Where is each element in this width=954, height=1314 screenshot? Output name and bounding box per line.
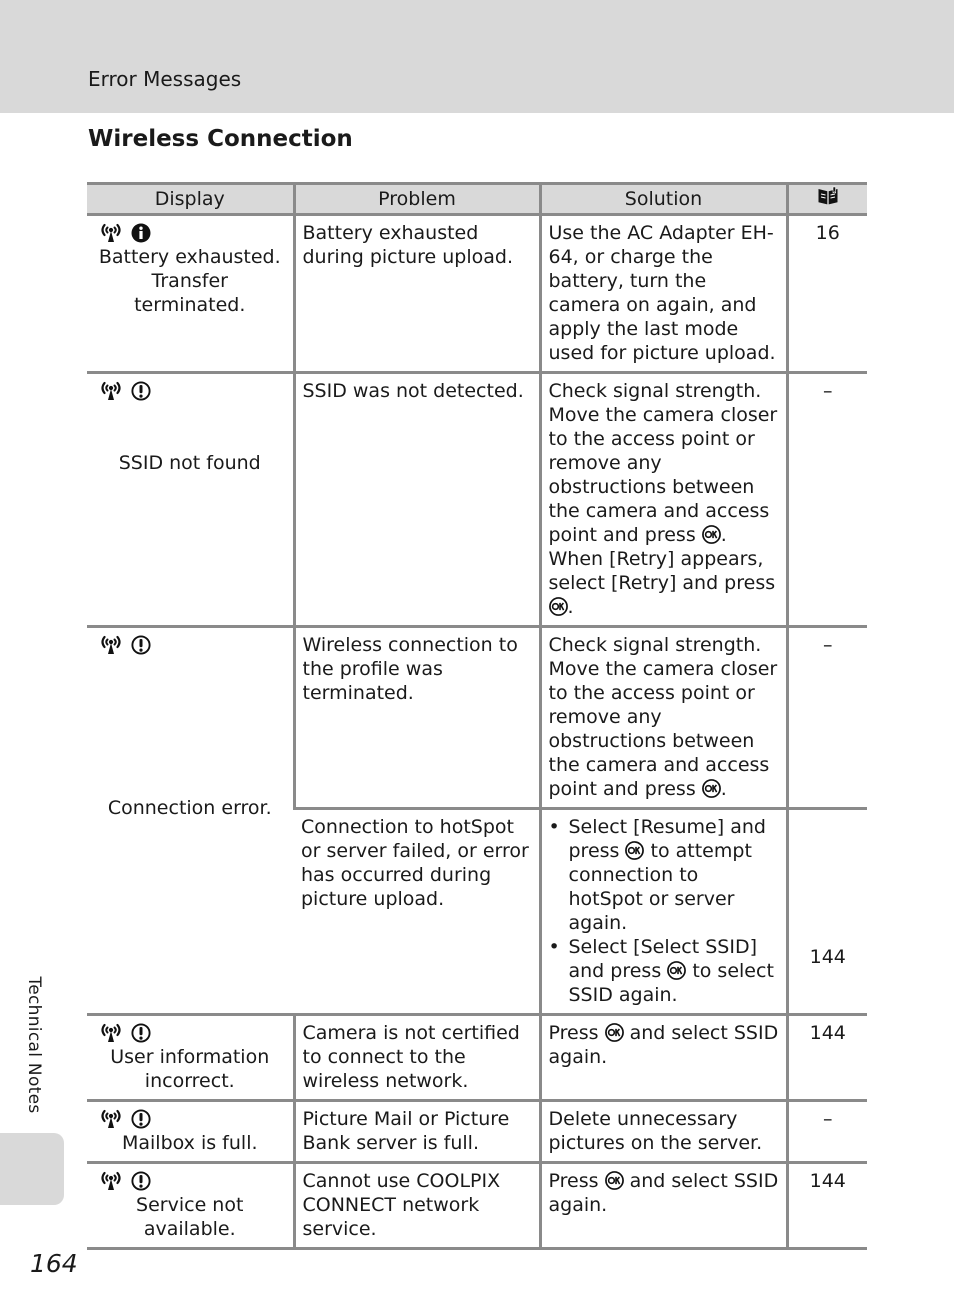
column-header-solution: Solution bbox=[540, 184, 787, 215]
warning-icon bbox=[131, 1171, 151, 1191]
solution-text: Press bbox=[548, 1022, 605, 1044]
ok-button-icon bbox=[702, 525, 721, 544]
column-header-problem: Problem bbox=[294, 184, 540, 215]
header-band bbox=[0, 0, 954, 113]
display-icons bbox=[94, 1107, 286, 1131]
display-icons bbox=[94, 379, 286, 403]
problem-cell: Wireless connection to the profile was terminated. bbox=[294, 627, 540, 809]
display-message: Mailbox is full. bbox=[121, 1132, 258, 1154]
running-header: Error Messages bbox=[88, 67, 242, 91]
table-row bbox=[87, 1015, 867, 1101]
table-row bbox=[87, 373, 867, 627]
page-reference: 144 bbox=[787, 1163, 867, 1249]
problem-cell: Cannot use COOLPIX CONNECT network service. bbox=[294, 1163, 540, 1249]
display-message: Connection error. bbox=[107, 797, 272, 819]
display-icons bbox=[94, 221, 286, 245]
page-reference: – bbox=[787, 1101, 867, 1163]
page-reference: 144 bbox=[787, 1015, 867, 1101]
display-cell bbox=[87, 627, 294, 1015]
column-header-display: Display bbox=[87, 184, 294, 215]
solution-cell bbox=[540, 627, 787, 809]
error-messages-table bbox=[87, 182, 867, 1250]
wireless-icon bbox=[100, 1171, 122, 1191]
section-title: Wireless Connection bbox=[88, 126, 353, 152]
table-row bbox=[87, 215, 867, 373]
solution-text: to select SSID again. bbox=[568, 960, 774, 1006]
display-message: Battery exhausted. Transfer terminated. bbox=[98, 246, 281, 316]
page-reference: 144 bbox=[787, 809, 867, 1015]
ok-button-icon bbox=[605, 1171, 624, 1190]
solution-text: to attempt connection to hotSpot or server again. bbox=[568, 840, 752, 934]
solution-cell bbox=[540, 373, 787, 627]
solution-text: Select [Select SSID] and press bbox=[568, 936, 757, 982]
display-cell bbox=[87, 1015, 294, 1101]
table-row bbox=[87, 627, 867, 809]
list-item bbox=[549, 815, 779, 935]
book-reference-icon bbox=[817, 186, 839, 206]
solution-text: . bbox=[720, 778, 727, 800]
solution-text: Check signal strength. Move the camera closer to the access point or remove any obstructions between the camera and access point and press bbox=[548, 634, 778, 800]
wireless-icon bbox=[100, 381, 122, 401]
warning-icon bbox=[131, 1109, 151, 1129]
problem-cell: Connection to hotSpot or server failed, or error has occurred during picture upload. bbox=[294, 809, 540, 1015]
ok-button-icon bbox=[549, 597, 568, 616]
display-cell bbox=[87, 215, 294, 373]
page-number: 164 bbox=[30, 1249, 78, 1278]
solution-text: . bbox=[567, 596, 574, 618]
solution-cell: Use the AC Adapter EH-64, or charge the battery, turn the camera on again, and apply the last mode used for picture upload. bbox=[540, 215, 787, 373]
ok-button-icon bbox=[702, 779, 721, 798]
chapter-tab bbox=[0, 1133, 64, 1205]
wireless-icon bbox=[100, 1023, 122, 1043]
wireless-icon bbox=[100, 1109, 122, 1129]
table-row bbox=[87, 1101, 867, 1163]
solution-cell bbox=[540, 809, 787, 1015]
display-cell bbox=[87, 1101, 294, 1163]
display-icons bbox=[94, 1169, 286, 1193]
warning-icon bbox=[131, 635, 151, 655]
column-header-page-ref bbox=[787, 184, 867, 215]
info-icon bbox=[131, 223, 151, 243]
display-icons bbox=[94, 633, 286, 657]
solution-cell bbox=[540, 1015, 787, 1101]
display-cell bbox=[87, 1163, 294, 1249]
display-cell bbox=[87, 373, 294, 627]
solution-text: and select SSID again. bbox=[548, 1022, 779, 1068]
problem-cell: Camera is not certified to connect to the wireless network. bbox=[294, 1015, 540, 1101]
display-message: User information incorrect. bbox=[110, 1046, 270, 1092]
solution-text: and select SSID again. bbox=[548, 1170, 779, 1216]
solution-text: Select [Resume] and press bbox=[568, 816, 766, 862]
warning-icon bbox=[131, 381, 151, 401]
table-row bbox=[87, 1163, 867, 1249]
solution-cell bbox=[540, 1163, 787, 1249]
display-message: Service not available. bbox=[136, 1194, 244, 1240]
problem-cell: SSID was not detected. bbox=[294, 373, 540, 627]
display-message: SSID not found bbox=[118, 452, 261, 474]
display-icons bbox=[94, 1021, 286, 1045]
page-reference: – bbox=[787, 373, 867, 627]
solution-cell: Delete unnecessary pictures on the server. bbox=[540, 1101, 787, 1163]
ok-button-icon bbox=[625, 841, 644, 860]
spacer bbox=[94, 403, 286, 451]
chapter-side-label: Technical Notes bbox=[24, 976, 44, 1114]
ok-button-icon bbox=[605, 1023, 624, 1042]
page-reference: 16 bbox=[787, 215, 867, 373]
solution-bullets bbox=[549, 815, 779, 1007]
wireless-icon bbox=[100, 223, 122, 243]
solution-text: . When [Retry] appears, select [Retry] and press bbox=[548, 524, 776, 594]
warning-icon bbox=[131, 1023, 151, 1043]
problem-cell: Picture Mail or Picture Bank server is full. bbox=[294, 1101, 540, 1163]
ok-button-icon bbox=[667, 961, 686, 980]
page-reference: – bbox=[787, 627, 867, 809]
solution-text: Check signal strength. Move the camera closer to the access point or remove any obstructions between the camera and access point and press bbox=[548, 380, 778, 546]
list-item bbox=[549, 935, 779, 1007]
solution-text: Press bbox=[548, 1170, 605, 1192]
problem-cell: Battery exhausted during picture upload. bbox=[294, 215, 540, 373]
table-header-row bbox=[87, 184, 867, 215]
wireless-icon bbox=[100, 635, 122, 655]
